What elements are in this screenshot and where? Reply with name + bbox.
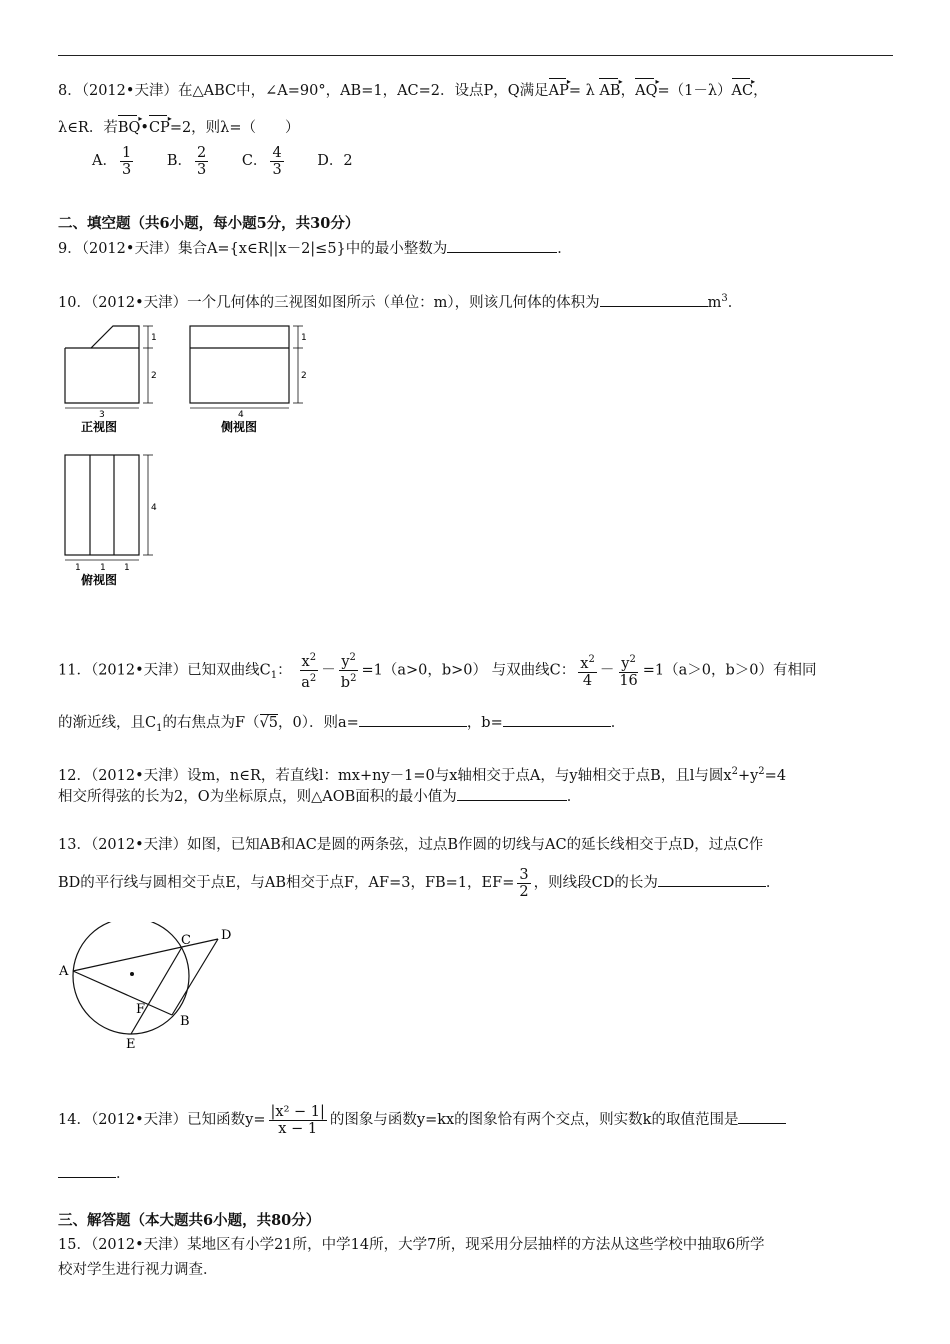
point-c: C <box>181 933 191 948</box>
top-dim-w1: 1 <box>75 563 81 573</box>
vector-ac: AC ▸ <box>732 76 754 102</box>
q8-line1: 8．（2012•天津）在△ABC中，∠A=90°，AB=1，AC=2．设点P，Q满足AP ▸= λ AB ▸，AQ ▸=（1－λ）AC ▸， <box>58 76 768 102</box>
vector-bq: BQ ▸ <box>118 113 141 139</box>
answer-blank[interactable] <box>658 871 766 887</box>
three-view-figure <box>55 318 315 598</box>
q11-line1: 11．（2012•天津）已知双曲线$C_1$： $\frac{x^2}{a^2}$ － $\frac{y^2}{b^2}$ =1（a>0，b>0） 与双曲线C： $\frac{x^2}{4}$ － $\frac{y^2}{16}$ =1（a＞0，b＞0）有相同 <box>58 652 817 691</box>
q8-line2: λ∈R．若BQ ▸•CP ▸=2，则λ=（ ） <box>58 113 300 139</box>
q15-line1: 15．（2012•天津）某地区有小学21所，中学14所，大学7所，现采用分层抽样的方法从这些学校中抽取6所学 <box>58 1237 765 1253</box>
front-dim-top: 1 <box>151 333 157 343</box>
front-dim-bottom: 2 <box>151 371 157 381</box>
q12-line1: 12．（2012•天津）设m，n∈R，若直线l：mx+ny－1=0与x轴相交于点A，与y轴相交于点B，且l与圆$x^2+y^2=4$ <box>58 766 787 784</box>
top-view <box>65 455 153 560</box>
option-b: B． $\frac{2}{3}$ <box>166 144 207 178</box>
answer-blank[interactable] <box>447 237 557 253</box>
top-view-label: 俯视图 <box>81 573 118 587</box>
answer-blank[interactable] <box>738 1108 786 1124</box>
section-3-title: 三、解答题（本大题共6小题，共80分） <box>58 1212 321 1229</box>
vector-ap: AP ▸ <box>549 76 569 102</box>
vector-aq: AQ ▸ <box>635 76 657 102</box>
vector-cp: CP ▸ <box>149 113 170 139</box>
answer-blank-b[interactable] <box>503 711 611 727</box>
side-dim-width: 4 <box>238 410 244 420</box>
circle-figure <box>55 922 245 1057</box>
point-f: F <box>136 1002 146 1017</box>
side-dim-bottom: 2 <box>301 371 307 381</box>
top-dim-w2: 1 <box>100 563 106 573</box>
front-view <box>65 326 153 408</box>
q14-line2: ． <box>58 1162 131 1185</box>
front-view-label: 正视图 <box>81 420 118 434</box>
answer-blank[interactable] <box>600 291 708 307</box>
option-d: D．2 <box>317 153 353 169</box>
point-e: E <box>126 1037 136 1052</box>
side-view <box>190 326 303 408</box>
vector-ab: AB ▸ <box>599 76 620 102</box>
top-rule <box>58 55 893 56</box>
front-dim-width: 3 <box>99 410 105 420</box>
option-c: C． $\frac{4}{3}$ <box>241 144 282 178</box>
point-a: A <box>59 964 69 979</box>
q11-line2: 的渐近线，且$C_1$的右焦点为F（√5，0）．则a= ，b= ． <box>58 711 625 740</box>
q15-line2: 校对学生进行视力调查． <box>58 1262 218 1278</box>
section-2-title: 二、填空题（共6小题，每小题5分，共30分） <box>58 215 360 232</box>
answer-blank-a[interactable] <box>359 711 467 727</box>
q8-options <box>92 142 379 180</box>
top-dim-height: 4 <box>151 503 157 513</box>
q12-line2: 相交所得弦的长为2，O为坐标原点，则△AOB面积的最小值为 ． <box>58 785 581 808</box>
answer-blank[interactable] <box>457 785 567 801</box>
side-view-label: 侧视图 <box>221 420 258 434</box>
top-dim-w3: 1 <box>124 563 130 573</box>
side-dim-top: 1 <box>301 333 307 343</box>
q9: 9．（2012•天津）集合A={x∈R||x－2|≤5}中的最小整数为 ． <box>58 237 572 260</box>
point-d: D <box>221 928 232 943</box>
answer-blank-cont[interactable] <box>58 1162 116 1178</box>
q13-line1: 13．（2012•天津）如图，已知AB和AC是圆的两条弦，过点B作圆的切线与AC的延长线相交于点D，过点C作 <box>58 837 764 853</box>
option-a: A． $\frac{1}{3}$ <box>92 144 132 178</box>
q14-line1: 14．（2012•天津）已知函数y= $\frac{\text{|x² − 1|}}{x - 1}$ 的图象与函数y=kx的图象恰有两个交点，则实数k的取值范围是 <box>58 1099 786 1141</box>
point-b: B <box>180 1014 190 1029</box>
q13-line2: BD的平行线与圆相交于点E，与AB相交于点F，AF=3，FB=1，EF= $\frac{3}{2}$ ，则线段CD的长为 ． <box>58 866 781 900</box>
q10: 10．（2012•天津）一个几何体的三视图如图所示（单位：m），则该几何体的体积为 $m^3$． <box>58 288 742 314</box>
